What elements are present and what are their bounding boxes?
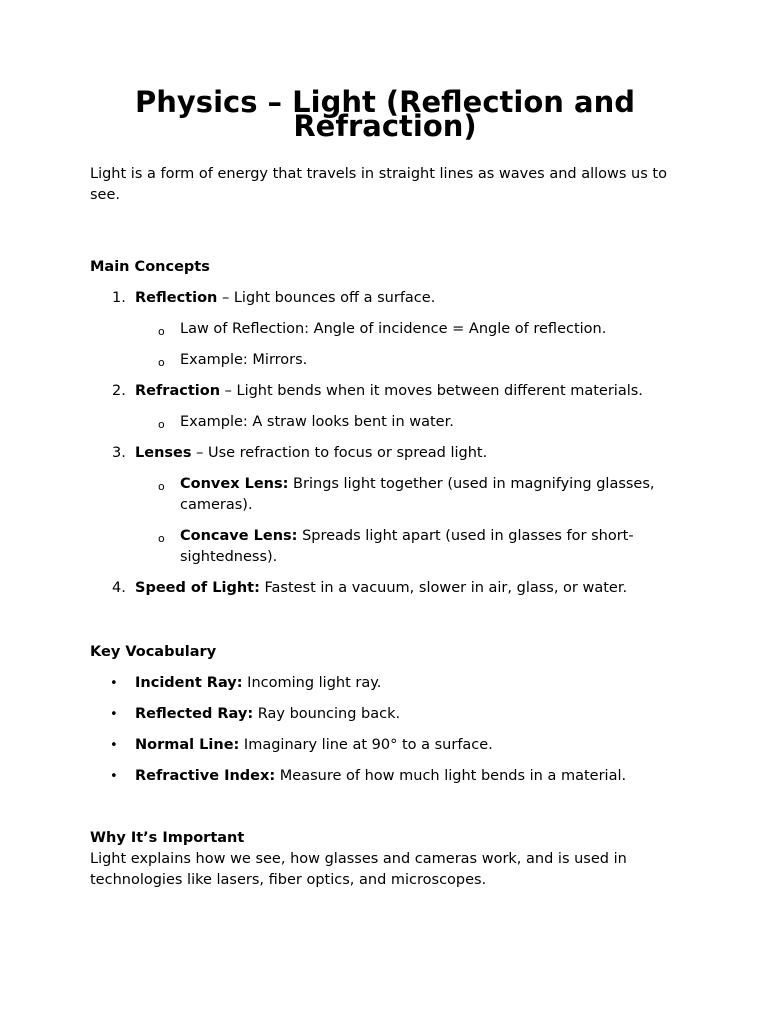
concept-item-lenses [90,443,680,568]
sub-text: Example: Mirrors. [180,352,308,368]
vocabulary-list [90,673,680,787]
sub-text: Brings light together (used in magnifying glasses, cameras). [180,476,655,513]
why-important-paragraph: Light explains how we see, how glasses and cameras work, and is used in technologies like lasers, fiber optics, and microscopes. [90,851,627,888]
vocab-text: Ray bouncing back. [253,706,401,722]
document-title: Physics – Light (Reflection and Refraction) [135,85,635,143]
concept-item-speed-of-light [90,578,680,599]
sub-list [135,412,680,433]
vocab-text: Incoming light ray. [242,675,382,691]
vocab-text: Measure of how much light bends in a material. [275,768,627,784]
bullet-icon: • [110,738,118,753]
sub-list [135,474,680,568]
sub-item [135,319,680,340]
key-vocabulary-heading: Key Vocabulary [90,644,217,660]
bullet-icon: • [110,707,118,722]
list-number: 1. [112,290,126,306]
concept-term: Reflection [135,290,218,306]
vocab-item-refractive-index [90,766,680,787]
vocab-text: Imaginary line at 90° to a surface. [239,737,493,753]
sub-text: Example: A straw looks bent in water. [180,414,454,430]
vocab-item-incident-ray [90,673,680,694]
circle-bullet-icon: o [158,325,165,338]
concept-term: Refraction [135,383,221,399]
concept-term: Speed of Light: [135,580,260,596]
list-number: 2. [112,383,126,399]
intro-paragraph: Light is a form of energy that travels in straight lines as waves and allows us to see. [90,166,667,203]
vocab-term: Reflected Ray: [135,706,254,722]
vocab-term: Refractive Index: [135,768,276,784]
circle-bullet-icon: o [158,418,165,431]
sub-term: Convex Lens: [180,476,289,492]
bullet-icon: • [110,676,118,691]
concept-text: – Light bounces off a surface. [217,290,436,306]
sub-item [135,412,680,433]
concept-text: – Light bends when it moves between different materials. [220,383,643,399]
main-concepts-heading: Main Concepts [90,259,210,275]
vocab-item-normal-line [90,735,680,756]
circle-bullet-icon: o [158,480,165,493]
circle-bullet-icon: o [158,356,165,369]
sub-item [135,474,680,516]
main-concepts-list [90,288,680,599]
concept-term: Lenses [135,445,192,461]
sub-list [135,319,680,371]
list-number: 3. [112,445,126,461]
vocab-term: Incident Ray: [135,675,243,691]
sub-text: Law of Reflection: Angle of incidence = Angle of reflection. [180,321,607,337]
sub-item [135,526,680,568]
concept-item-refraction [90,381,680,433]
sub-item [135,350,680,371]
vocab-item-reflected-ray [90,704,680,725]
why-important-heading: Why It’s Important [90,830,245,846]
concept-item-reflection [90,288,680,371]
concept-text: – Use refraction to focus or spread light. [191,445,488,461]
sub-text: Spreads light apart (used in glasses for short-sightedness). [180,528,634,565]
circle-bullet-icon: o [158,532,165,545]
bullet-icon: • [110,769,118,784]
vocab-term: Normal Line: [135,737,240,753]
sub-term: Concave Lens: [180,528,298,544]
document-page [90,85,680,891]
list-number: 4. [112,580,126,596]
concept-text: Fastest in a vacuum, slower in air, glass, or water. [259,580,628,596]
